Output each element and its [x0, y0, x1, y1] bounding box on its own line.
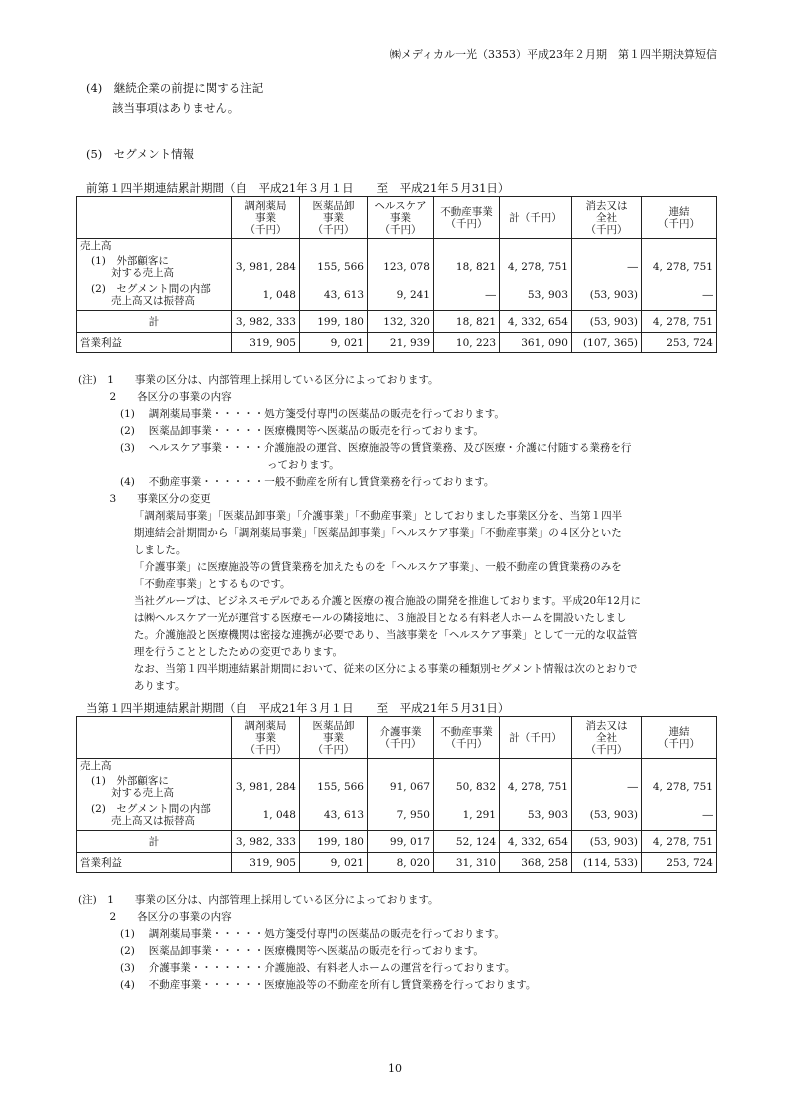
table-cell: 199, 180 — [300, 311, 368, 333]
table-cell: 9, 241 — [368, 281, 434, 311]
table-row — [77, 281, 717, 311]
row-label: (1) 外部顧客に — [91, 774, 169, 787]
operating-income-label: 営業利益 — [77, 853, 232, 873]
column-header-line: 全社 — [596, 211, 617, 224]
column-header-line: 医薬品卸 — [312, 199, 355, 212]
table-cell: 8, 020 — [368, 853, 434, 873]
table-cell: 53, 903 — [500, 281, 572, 311]
table-row — [77, 853, 717, 873]
table-cell: (53, 903) — [572, 801, 642, 831]
column-header-line: （千円） — [445, 217, 488, 230]
column-header-line: （千円） — [312, 223, 355, 236]
column-header-line: （千円） — [658, 217, 700, 230]
table-cell: ― — [434, 281, 500, 311]
table-cell: 123, 078 — [368, 253, 434, 281]
table-cell: 10, 223 — [434, 333, 500, 353]
table-row — [77, 831, 717, 853]
table-cell: (53, 903) — [572, 831, 642, 853]
column-header — [642, 717, 717, 759]
column-header-line: 不動産事業 — [440, 205, 493, 218]
table-cell: (53, 903) — [572, 281, 642, 311]
column-header-line: 事業 — [255, 211, 276, 224]
table1-caption: 前第１四半期連結累計期間（自 平成21年３月１日 至 平成21年５月31日） — [86, 181, 510, 195]
column-header-line: （千円） — [445, 737, 488, 750]
column-header-line: 事業 — [323, 211, 344, 224]
table-cell: 199, 180 — [300, 831, 368, 853]
table-cell: 4, 278, 751 — [642, 253, 717, 281]
table-cell: 43, 613 — [300, 281, 368, 311]
row-label: 対する売上高 — [111, 786, 174, 799]
section5-title: (5) セグメント情報 — [86, 147, 195, 161]
table-cell: 52, 124 — [434, 831, 500, 853]
column-header-line: 調剤薬局 — [244, 719, 287, 732]
table-cell: 4, 332, 654 — [500, 831, 572, 853]
column-header-line: 事業 — [255, 731, 276, 744]
column-header-line: 計（千円） — [509, 731, 562, 744]
column-header — [232, 197, 300, 239]
table-cell: 4, 278, 751 — [500, 773, 572, 801]
table-cell: 155, 566 — [300, 253, 368, 281]
section4-body: 該当事項はありません。 — [112, 101, 240, 115]
segment-table-current — [76, 716, 717, 873]
note-line: 当社グループは、ビジネスモデルである介護と医療の複合施設の開発を推進しております。平成20年12月に — [78, 595, 642, 607]
table-cell: 53, 903 — [500, 801, 572, 831]
column-header-line: 医薬品卸 — [312, 719, 355, 732]
table-cell: 3, 981, 284 — [232, 253, 300, 281]
column-header-line: （千円） — [658, 737, 700, 750]
note-line: 2 各区分の事業の内容 — [78, 911, 232, 923]
table-cell: ― — [642, 801, 717, 831]
column-header-line: 連結 — [668, 725, 690, 738]
column-header — [434, 197, 500, 239]
note-line: (1) 調剤薬局事業・・・・・処方箋受付専門の医薬品の販売を行っております。 — [78, 408, 505, 420]
table-cell: (114, 533) — [572, 853, 642, 873]
total-label: 計 — [77, 831, 232, 853]
table-cell: 1, 048 — [232, 281, 300, 311]
row-label: 対する売上高 — [111, 266, 174, 279]
table-cell: 361, 090 — [500, 333, 572, 353]
notes-current — [78, 892, 536, 994]
note-line: なお、当第１四半期連結累計期間において、従来の区分による事業の種類別セグメント情報は次のとおりで — [78, 663, 638, 675]
note-line: (4) 不動産事業・・・・・・一般不動産を所有し賃貸業務を行っております。 — [78, 476, 495, 488]
row-label: 売上高又は振替高 — [111, 815, 195, 828]
table-cell: 18, 821 — [434, 253, 500, 281]
column-header-line: 事業 — [390, 211, 411, 224]
table-row — [77, 311, 717, 333]
table-cell: 155, 566 — [300, 773, 368, 801]
note-line: (3) 介護事業・・・・・・・介護施設、有料老人ホームの運営を行っております。 — [78, 962, 516, 974]
table-cell: 43, 613 — [300, 801, 368, 831]
table-cell: 3, 982, 333 — [232, 311, 300, 333]
document-header: ㈱メディカル一光（3353）平成23年２月期 第１四半期決算短信 — [389, 48, 717, 61]
table-row — [77, 773, 717, 801]
table-cell: 4, 278, 751 — [642, 773, 717, 801]
column-header — [572, 717, 642, 759]
note-line: 期連結会計期間から「調剤薬局事業」「医薬品卸事業」「ヘルスケア事業」「不動産事業」の４区分といた — [78, 527, 622, 539]
note-line: (注) 1 事業の区分は、内部管理上採用している区分によっております。 — [78, 894, 439, 906]
note-line: (2) 医薬品卸事業・・・・・医療機関等へ医薬品の販売を行っております。 — [78, 945, 484, 957]
table-cell: 4, 332, 654 — [500, 311, 572, 333]
note-line: (4) 不動産事業・・・・・・医療施設等の不動産を所有し賃貸業務を行っております。 — [78, 979, 537, 991]
column-header-line: （千円） — [585, 223, 628, 236]
table-row — [77, 333, 717, 353]
column-header — [572, 197, 642, 239]
column-header-line: 事業 — [323, 731, 344, 744]
column-header-line: 全社 — [596, 731, 617, 744]
table-cell: 9, 021 — [300, 333, 368, 353]
column-header-line: 消去又は — [585, 719, 628, 732]
table-cell: 4, 278, 751 — [642, 831, 717, 853]
sales-label: 売上高 — [77, 759, 232, 773]
note-line: しました。 — [78, 544, 187, 556]
row-label: 売上高又は振替高 — [111, 295, 195, 308]
note-line: 「不動産事業」とするものです。 — [78, 578, 291, 590]
table-cell: (53, 903) — [572, 311, 642, 333]
notes-prior — [78, 372, 641, 695]
column-header-line: （千円） — [379, 737, 422, 750]
table-cell: 4, 278, 751 — [500, 253, 572, 281]
note-line: (1) 調剤薬局事業・・・・・処方箋受付専門の医薬品の販売を行っております。 — [78, 928, 505, 940]
note-line: (3) ヘルスケア事業・・・・介護施設の運営、医療施設等の賃貸業務、及び医療・介護に付随する業務を行 — [78, 442, 632, 454]
table2-caption: 当第１四半期連結累計期間（自 平成21年３月１日 至 平成21年５月31日） — [86, 701, 510, 715]
table-row — [77, 253, 717, 281]
table-row — [77, 801, 717, 831]
note-line: 理を行うこととしたための変更であります。 — [78, 646, 343, 658]
column-header-line: 介護事業 — [379, 725, 422, 738]
table-cell: 3, 981, 284 — [232, 773, 300, 801]
column-header-line: （千円） — [312, 743, 355, 756]
row-label: (1) 外部顧客に — [91, 254, 169, 267]
note-line: (2) 医薬品卸事業・・・・・医療機関等へ医薬品の販売を行っております。 — [78, 425, 484, 437]
table-cell: ― — [572, 773, 642, 801]
note-line: た。介護施設と医療機関は密接な連携が必要であり、当該事業を「ヘルスケア事業」として一元的な収益管 — [78, 629, 638, 641]
column-header — [368, 717, 434, 759]
table-cell: (107, 365) — [572, 333, 642, 353]
table-cell: 368, 258 — [500, 853, 572, 873]
operating-income-label: 営業利益 — [77, 333, 232, 353]
table-cell: 253, 724 — [642, 333, 717, 353]
segment-table-prior — [76, 196, 717, 353]
section4-title: (4) 継続企業の前提に関する注記 — [86, 81, 264, 95]
row-label: (2) セグメント間の内部 — [91, 283, 211, 296]
column-header — [300, 717, 368, 759]
page-number: 10 — [388, 1062, 402, 1075]
total-label: 計 — [77, 311, 232, 333]
note-line: 「介護事業」に医療施設等の賃貸業務を加えたものを「ヘルスケア事業」、一般不動産の賃貸業務のみを — [78, 561, 622, 573]
header-blank — [77, 197, 232, 239]
table-cell: 1, 048 — [232, 801, 300, 831]
note-line: 「調剤薬局事業」「医薬品卸事業」「介護事業」「不動産事業」としておりました事業区分を、当第１四半 — [78, 510, 623, 522]
column-header — [642, 197, 717, 239]
table-cell: 4, 278, 751 — [642, 311, 717, 333]
table-cell: 18, 821 — [434, 311, 500, 333]
table-cell: 7, 950 — [368, 801, 434, 831]
column-header — [232, 717, 300, 759]
table-cell: 9, 021 — [300, 853, 368, 873]
note-line: 3 事業区分の変更 — [78, 493, 211, 505]
table-cell: 21, 939 — [368, 333, 434, 353]
column-header-line: 連結 — [668, 205, 690, 218]
column-header-line: （千円） — [244, 223, 287, 236]
column-header — [500, 717, 572, 759]
table-cell: 3, 982, 333 — [232, 831, 300, 853]
header-blank — [77, 717, 232, 759]
column-header-line: 計（千円） — [509, 211, 562, 224]
table-cell: ― — [572, 253, 642, 281]
table-cell: 99, 017 — [368, 831, 434, 853]
column-header — [434, 717, 500, 759]
table-cell: 91, 067 — [368, 773, 434, 801]
column-header-line: 不動産事業 — [440, 725, 493, 738]
table-cell: ― — [642, 281, 717, 311]
column-header-line: （千円） — [585, 743, 628, 756]
table-cell: 132, 320 — [368, 311, 434, 333]
column-header-line: （千円） — [244, 743, 287, 756]
note-line: 2 各区分の事業の内容 — [78, 391, 232, 403]
table-cell: 319, 905 — [232, 333, 300, 353]
row-label: (2) セグメント間の内部 — [91, 803, 211, 816]
table-cell: 253, 724 — [642, 853, 717, 873]
note-line: っております。 — [78, 459, 340, 471]
column-header — [500, 197, 572, 239]
note-line: は㈱ヘルスケア一光が運営する医療モールの隣接地に、３施設目となる有料老人ホームを開設いたしまし — [78, 612, 627, 624]
table-cell: 319, 905 — [232, 853, 300, 873]
note-line: あります。 — [78, 680, 186, 692]
column-header — [368, 197, 434, 239]
table-cell: 31, 310 — [434, 853, 500, 873]
table-cell: 50, 832 — [434, 773, 500, 801]
column-header-line: ヘルスケア — [374, 199, 427, 212]
table-cell: 1, 291 — [434, 801, 500, 831]
column-header — [300, 197, 368, 239]
column-header-line: 調剤薬局 — [244, 199, 287, 212]
column-header-line: （千円） — [379, 223, 422, 236]
note-line: (注) 1 事業の区分は、内部管理上採用している区分によっております。 — [78, 374, 439, 386]
column-header-line: 消去又は — [585, 199, 628, 212]
sales-label: 売上高 — [77, 239, 232, 253]
